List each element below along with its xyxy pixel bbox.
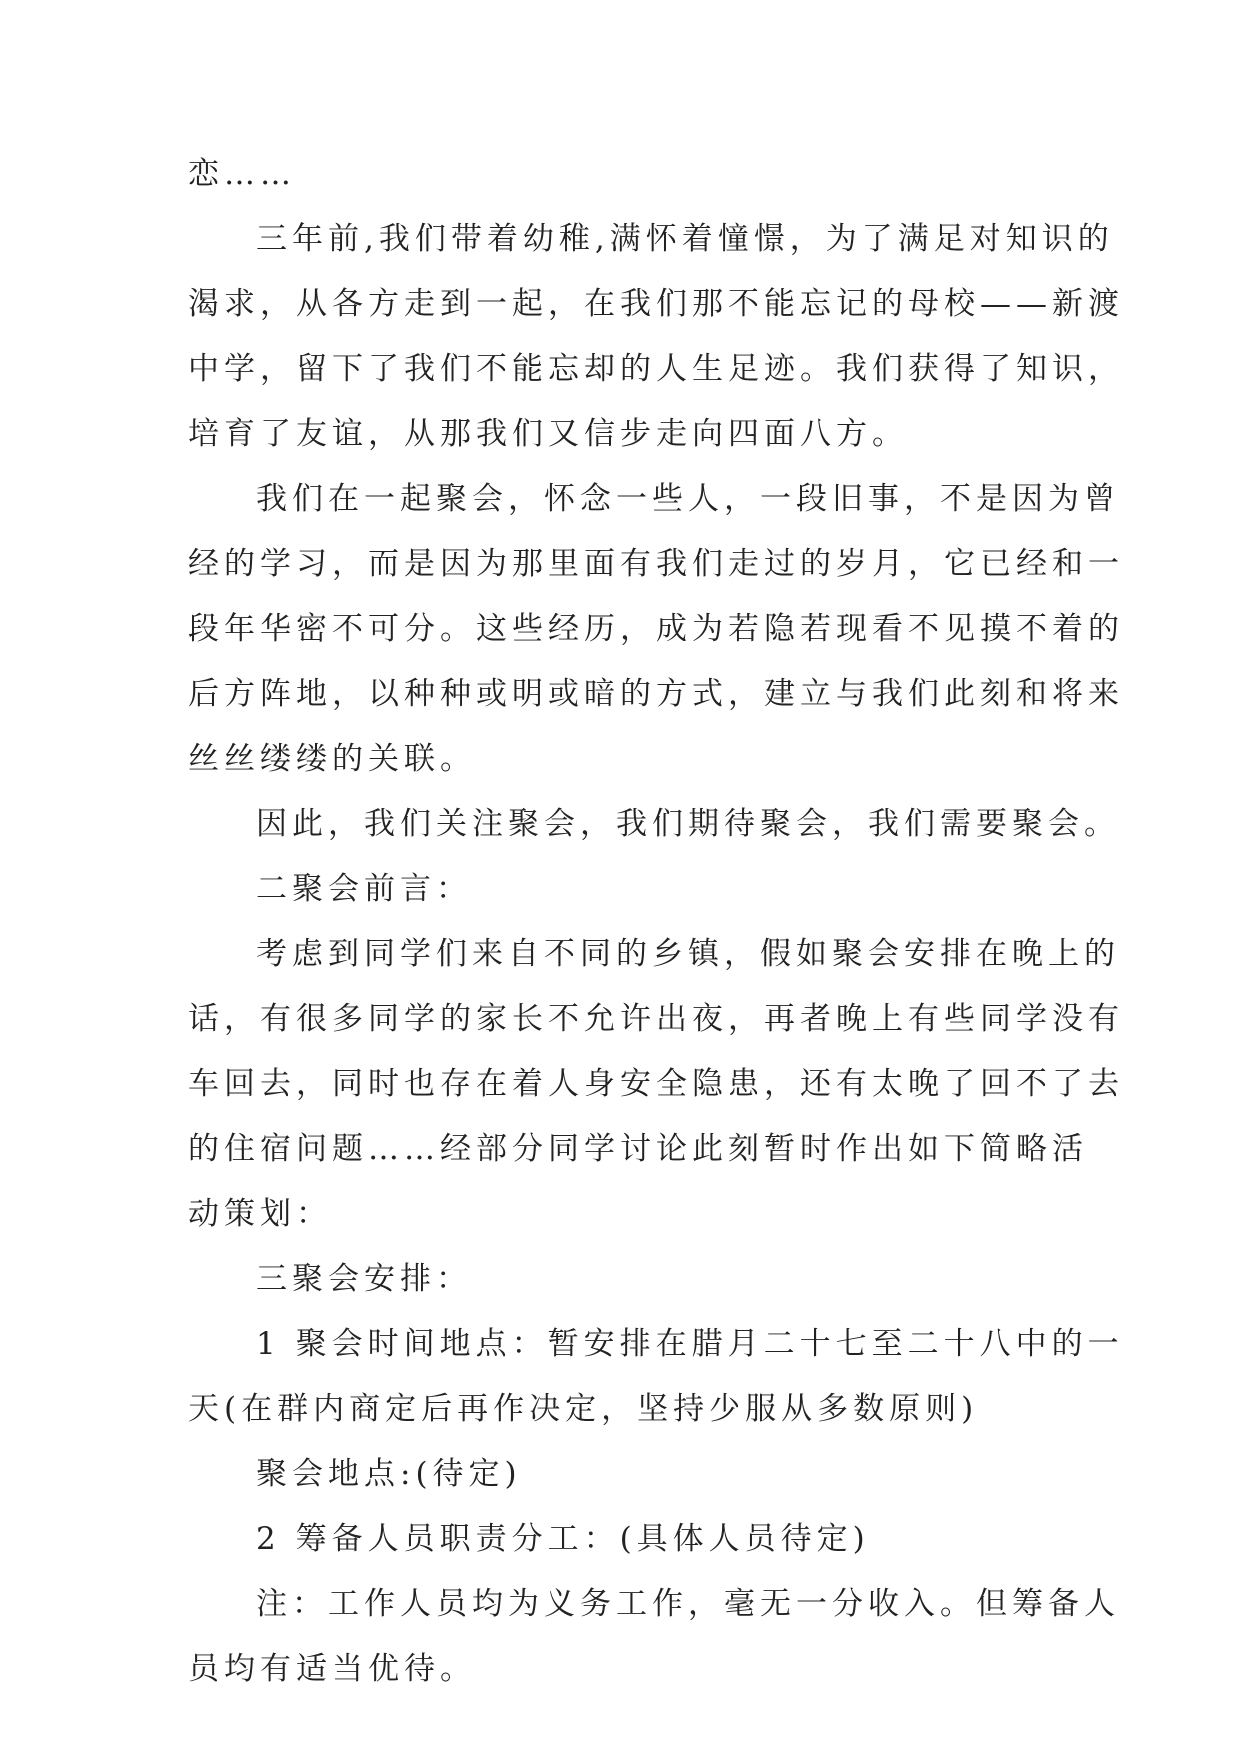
text-line: 段年华密不可分。这些经历，成为若隐若现看不见摸不着的 [188,611,1124,647]
paragraph-start: 聚会地点:(待定) [256,1456,522,1492]
section-heading: 三聚会安排： [256,1261,472,1297]
text-line: 经的学习，而是因为那里面有我们走过的岁月，它已经和一 [188,546,1124,582]
text-line: 员均有适当优待。 [188,1651,476,1687]
text-line: 天(在群内商定后再作决定，坚持少服从多数原则) [188,1391,979,1427]
paragraph-start: 注：工作人员均为义务工作，毫无一分收入。但筹备人 [256,1586,1120,1622]
text-line: 培育了友谊，从那我们又信步走向四面八方。 [188,416,908,452]
paragraph-start: 1 聚会时间地点：暂安排在腊月二十七至二十八中的一 [256,1326,1124,1362]
text-line: 丝丝缕缕的关联。 [188,741,476,777]
paragraph-start: 因此，我们关注聚会，我们期待聚会，我们需要聚会。 [256,806,1120,842]
text-line: 恋…… [188,156,296,192]
text-line: 后方阵地，以种种或明或暗的方式，建立与我们此刻和将来 [188,676,1124,712]
text-line: 动策划： [188,1196,332,1232]
paragraph-start: 三年前,我们带着幼稚,满怀着憧憬，为了满足对知识的 [256,221,1114,257]
text-line: 中学，留下了我们不能忘却的人生足迹。我们获得了知识， [188,351,1124,387]
section-heading: 二聚会前言： [256,871,472,907]
paragraph-start: 2 筹备人员职责分工：(具体人员待定) [256,1521,870,1557]
text-line: 的住宿问题……经部分同学讨论此刻暂时作出如下简略活 [188,1131,1088,1167]
paragraph-start: 考虑到同学们来自不同的乡镇，假如聚会安排在晚上的 [256,936,1120,972]
text-line: 车回去，同时也存在着人身安全隐患，还有太晚了回不了去 [188,1066,1124,1102]
paragraph-start: 我们在一起聚会，怀念一些人，一段旧事，不是因为曾 [256,481,1120,517]
text-line: 渴求，从各方走到一起，在我们那不能忘记的母校——新渡 [188,286,1124,322]
document-body [188,154,1124,1714]
text-line: 话，有很多同学的家长不允许出夜，再者晚上有些同学没有 [188,1001,1124,1037]
